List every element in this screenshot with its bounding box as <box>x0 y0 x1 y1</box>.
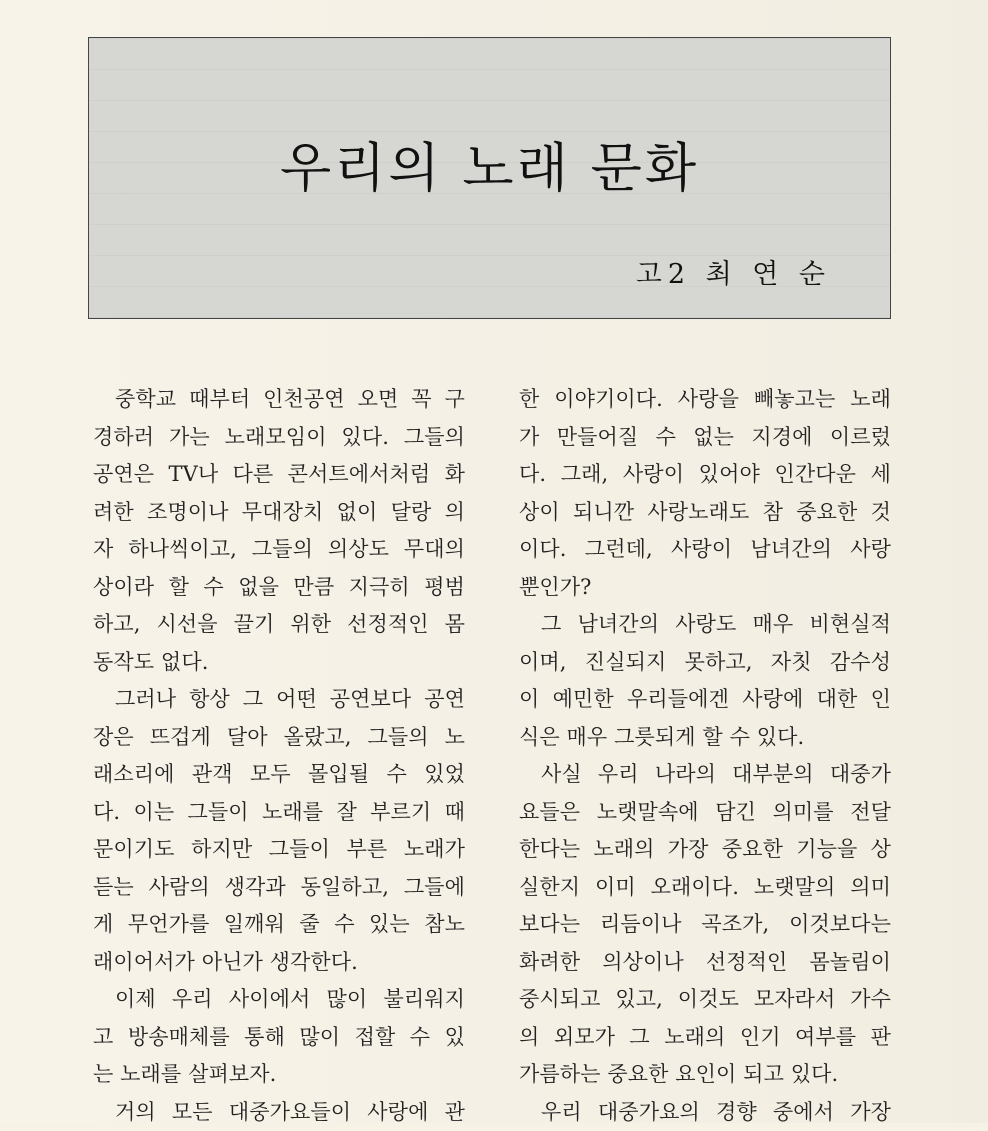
text-line: 우리 대중가요의 경향 중에서 가장 <box>519 1094 891 1131</box>
text-line: 가름하는 중요한 요인이 되고 있다. <box>519 1056 891 1094</box>
text-line: 다. 그래, 사랑이 있어야 인간다운 세 <box>519 456 891 494</box>
text-line: 자 하나씩이고, 그들의 의상도 무대의 <box>93 531 465 569</box>
text-line: 이다. 그런데, 사랑이 남녀간의 사랑 <box>519 531 891 569</box>
text-line: 경하러 가는 노래모임이 있다. 그들의 <box>93 419 465 457</box>
right-column <box>519 381 891 1131</box>
text-line: 그러나 항상 그 어떤 공연보다 공연 <box>93 681 465 719</box>
author-byline: 고2 최 연 순 <box>636 252 831 291</box>
text-line: 문이기도 하지만 그들이 부른 노래가 <box>93 831 465 869</box>
text-line: 상이라 할 수 없을 만큼 지극히 평범 <box>93 569 465 607</box>
text-line: 이제 우리 사이에서 많이 불리워지 <box>93 981 465 1019</box>
text-line: 는 노래를 살펴보자. <box>93 1056 465 1094</box>
text-line: 중학교 때부터 인천공연 오면 꼭 구 <box>93 381 465 419</box>
text-line: 그 남녀간의 사랑도 매우 비현실적 <box>519 606 891 644</box>
text-line: 공연은 TV나 다른 콘서트에서처럼 화 <box>93 456 465 494</box>
text-line: 장은 뜨겁게 달아 올랐고, 그들의 노 <box>93 719 465 757</box>
text-line: 화려한 의상이나 선정적인 몸놀림이 <box>519 944 891 982</box>
text-line: 이 예민한 우리들에겐 사랑에 대한 인 <box>519 681 891 719</box>
text-line: 거의 모든 대중가요들이 사랑에 관 <box>93 1094 465 1131</box>
text-line: 실한지 이미 오래이다. 노랫말의 의미 <box>519 869 891 907</box>
text-line: 고 방송매체를 통해 많이 접할 수 있 <box>93 1019 465 1057</box>
text-line: 하고, 시선을 끌기 위한 선정적인 몸 <box>93 606 465 644</box>
text-line: 듣는 사람의 생각과 동일하고, 그들에 <box>93 869 465 907</box>
text-line: 래소리에 관객 모두 몰입될 수 있었 <box>93 756 465 794</box>
text-line: 게 무언가를 일깨워 줄 수 있는 참노 <box>93 906 465 944</box>
text-line: 동작도 없다. <box>93 644 465 682</box>
text-line: 래이어서가 아닌가 생각한다. <box>93 944 465 982</box>
text-line: 한다는 노래의 가장 중요한 기능을 상 <box>519 831 891 869</box>
left-column <box>93 381 465 1131</box>
text-line: 중시되고 있고, 이것도 모자라서 가수 <box>519 981 891 1019</box>
text-line: 보다는 리듬이나 곡조가, 이것보다는 <box>519 906 891 944</box>
text-line: 가 만들어질 수 없는 지경에 이르렀 <box>519 419 891 457</box>
text-line: 의 외모가 그 노래의 인기 여부를 판 <box>519 1019 891 1057</box>
text-line: 뿐인가? <box>519 569 891 607</box>
text-line: 상이 되니깐 사랑노래도 참 중요한 것 <box>519 494 891 532</box>
text-line: 다. 이는 그들이 노래를 잘 부르기 때 <box>93 794 465 832</box>
title-box <box>88 37 891 319</box>
text-line: 이며, 진실되지 못하고, 자칫 감수성 <box>519 644 891 682</box>
text-line: 요들은 노랫말속에 담긴 의미를 전달 <box>519 794 891 832</box>
text-line: 사실 우리 나라의 대부분의 대중가 <box>519 756 891 794</box>
text-line: 식은 매우 그릇되게 할 수 있다. <box>519 719 891 757</box>
text-line: 한 이야기이다. 사랑을 빼놓고는 노래 <box>519 381 891 419</box>
article-title: 우리의 노래 문화 <box>89 142 890 195</box>
text-line: 려한 조명이나 무대장치 없이 달랑 의 <box>93 494 465 532</box>
